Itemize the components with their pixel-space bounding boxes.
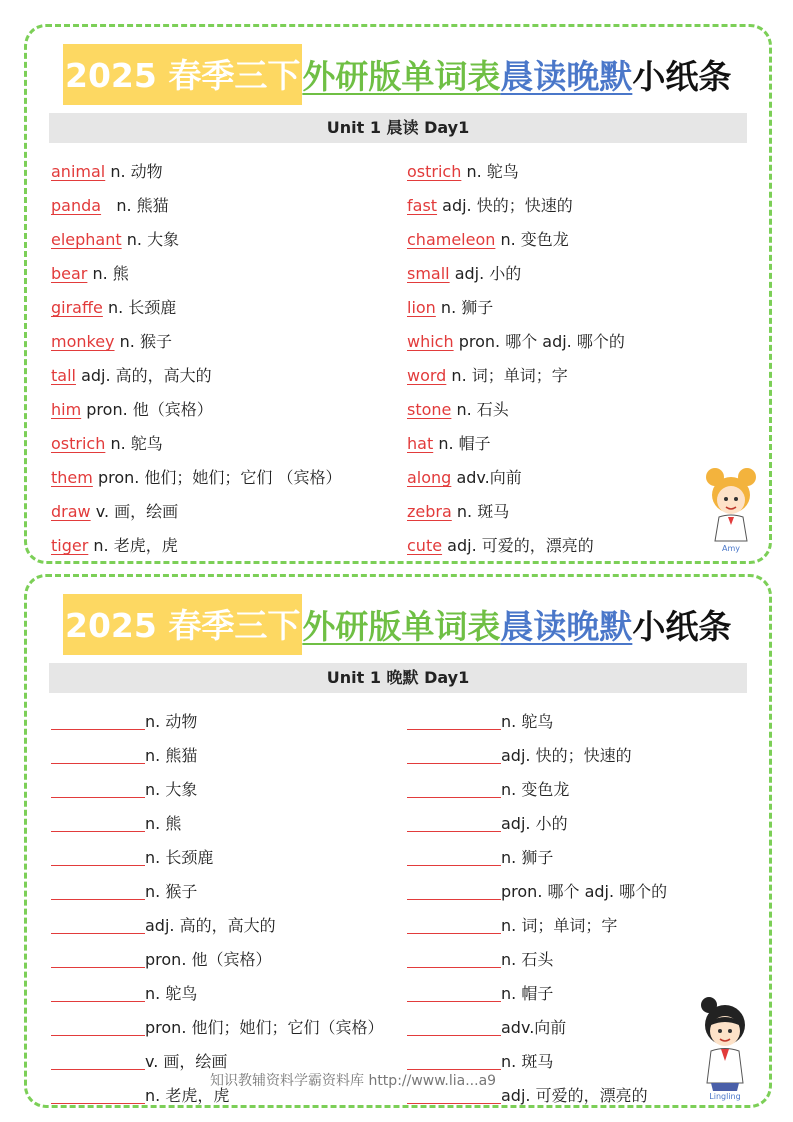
vocab-word: draw [51,502,91,521]
list-item [51,909,401,943]
list-item [51,189,401,223]
vocab-meaning: n. 大象 [145,780,198,799]
vocab-word: him [51,400,82,419]
vocab-meaning: n. 熊猫 [106,196,169,215]
title-part-year: 2025 春季三下 [63,594,302,655]
list-item [51,257,401,291]
list-item [407,807,737,841]
vocab-meaning: adj. 小的 [501,814,568,833]
list-item [51,325,401,359]
list-item [407,291,737,325]
vocab-word: word [407,366,447,385]
vocab-word: fast [407,196,438,215]
vocab-meaning: n. 老虎，虎 [145,1086,230,1105]
vocab-word: hat [407,434,434,453]
vocab-meaning: n. 老虎，虎 [93,536,178,555]
vocab-meaning: n. 帽子 [501,984,554,1003]
vocab-meaning: n. 大象 [126,230,180,249]
evening-dictation-card [24,574,772,1108]
list-item [407,943,737,977]
blank-line[interactable] [407,913,501,934]
vocab-meaning: n. 石头 [456,400,509,419]
vocab-word: small [407,264,450,283]
title-part-textbook: 外研版单词表 [302,56,501,96]
vocab-word: stone [407,400,452,419]
vocab-meaning: n. 鸵鸟 [145,984,198,1003]
blank-line[interactable] [51,947,145,968]
blank-line[interactable] [51,1049,145,1070]
vocab-meaning: n. 长颈鹿 [145,848,214,867]
vocab-word: chameleon [407,230,496,249]
vocab-word: along [407,468,452,487]
list-item [51,427,401,461]
list-item [407,223,737,257]
list-item [407,705,737,739]
list-item [51,359,401,393]
vocab-meaning: adj. 可爱的，漂亮的 [501,1086,648,1105]
blank-line[interactable] [407,811,501,832]
list-item [51,739,401,773]
vocab-meaning: adj. 快的；快速的 [442,196,573,215]
word-list-left [51,155,401,563]
list-item [51,943,401,977]
avatar-name: Amy [722,544,740,553]
vocab-meaning: adv.向前 [501,1018,567,1037]
blank-line[interactable] [407,981,501,1002]
list-item [407,393,737,427]
vocab-meaning: adj. 快的；快速的 [501,746,632,765]
blank-line[interactable] [407,1049,501,1070]
list-item [407,325,737,359]
vocab-meaning: v. 画，绘画 [145,1052,228,1071]
list-item [51,393,401,427]
blank-line[interactable] [51,709,145,730]
vocab-word: lion [407,298,436,317]
blank-line[interactable] [51,811,145,832]
vocab-meaning: n. 熊猫 [145,746,198,765]
list-item [407,909,737,943]
vocab-meaning: adv.向前 [456,468,522,487]
list-item [51,291,401,325]
blank-line[interactable] [407,743,501,764]
title-part-note: 小纸条 [632,56,732,96]
vocab-word: panda [51,196,102,215]
vocab-meaning: pron. 他们；她们；它们（宾格） [145,1018,384,1037]
list-item [407,841,737,875]
list-item [407,461,737,495]
list-item [51,529,401,563]
blank-line[interactable] [407,709,501,730]
blank-line[interactable] [407,777,501,798]
vocab-meaning: adj. 可爱的，漂亮的 [447,536,594,555]
list-item [51,495,401,529]
list-item [407,359,737,393]
vocab-word: cute [407,536,443,555]
blank-line[interactable] [51,845,145,866]
card-title [63,45,731,103]
vocab-word: which [407,332,454,351]
blank-line[interactable] [51,743,145,764]
vocab-word: ostrich [407,162,462,181]
blank-line[interactable] [51,777,145,798]
avatar-name: Lingling [709,1092,741,1101]
title-part-year: 2025 春季三下 [63,44,302,105]
vocab-word: bear [51,264,88,283]
vocab-meaning: adj. 高的，高大的 [145,916,276,935]
vocab-meaning: n. 石头 [501,950,554,969]
word-list-right [407,155,737,563]
vocab-word: monkey [51,332,115,351]
amy-avatar [695,463,767,555]
blank-line[interactable] [51,981,145,1002]
vocab-word: tall [51,366,76,385]
dictation-list-left [51,705,401,1113]
list-item [51,155,401,189]
list-item [51,1011,401,1045]
watermark-text: 知识教辅资料学霸资料库 http://www.lia...a9 [210,1073,497,1089]
list-item [407,495,737,529]
vocab-meaning: n. 狮子 [440,298,494,317]
blank-line[interactable] [51,913,145,934]
list-item [51,841,401,875]
vocab-meaning: pron. 哪个 adj. 哪个的 [501,882,668,901]
unit-band: Unit 1 晚默 Day1 [49,663,747,693]
list-item [51,223,401,257]
list-item [51,977,401,1011]
vocab-meaning: pron. 他（宾格） [145,950,272,969]
list-item [407,875,737,909]
vocab-meaning: n. 鸵鸟 [110,434,163,453]
vocab-meaning: adj. 高的，高大的 [81,366,212,385]
list-item [51,875,401,909]
blank-line[interactable] [407,1015,501,1036]
vocab-word: animal [51,162,106,181]
vocab-meaning: n. 变色龙 [500,230,569,249]
vocab-meaning: n. 动物 [145,712,198,731]
list-item [51,773,401,807]
vocab-meaning: pron. 他们；她们；它们 （宾格） [97,468,342,487]
list-item [407,257,737,291]
lingling-avatar [687,991,761,1101]
vocab-meaning: adj. 小的 [454,264,522,283]
title-part-reading: 晨读晚默 [500,606,633,646]
blank-line[interactable] [407,845,501,866]
vocab-word: elephant [51,230,122,249]
list-item [407,427,737,461]
vocab-meaning: n. 词；单词；字 [451,366,568,385]
vocab-word: giraffe [51,298,103,317]
vocab-meaning: n. 熊 [92,264,129,283]
card-title [63,595,731,653]
unit-band: Unit 1 晨读 Day1 [49,113,747,143]
vocab-word: zebra [407,502,452,521]
vocab-meaning: n. 鸵鸟 [501,712,554,731]
vocab-meaning: n. 斑马 [501,1052,554,1071]
vocab-meaning: n. 动物 [110,162,163,181]
list-item [407,529,737,563]
list-item [51,705,401,739]
vocab-word: tiger [51,536,89,555]
vocab-meaning: v. 画，绘画 [95,502,179,521]
vocab-word: them [51,468,93,487]
vocab-meaning: n. 猴子 [145,882,198,901]
vocab-meaning: pron. 他（宾格） [86,400,213,419]
blank-line[interactable] [407,879,501,900]
list-item [51,461,401,495]
list-item [407,739,737,773]
vocab-meaning: n. 猴子 [119,332,172,351]
blank-line[interactable] [51,1083,145,1104]
title-part-reading: 晨读晚默 [500,56,633,96]
vocab-meaning: n. 帽子 [438,434,491,453]
list-item [51,807,401,841]
vocab-meaning: pron. 哪个 adj. 哪个的 [458,332,625,351]
blank-line[interactable] [407,947,501,968]
title-part-note: 小纸条 [632,606,732,646]
vocab-meaning: n. 词；单词；字 [501,916,618,935]
vocab-meaning: n. 变色龙 [501,780,570,799]
vocab-meaning: n. 长颈鹿 [107,298,177,317]
vocab-meaning: n. 熊 [145,814,182,833]
blank-line[interactable] [51,879,145,900]
list-item [407,773,737,807]
blank-line[interactable] [51,1015,145,1036]
morning-reading-card [24,24,772,564]
vocab-meaning: n. 狮子 [501,848,554,867]
vocab-word: ostrich [51,434,106,453]
list-item [407,155,737,189]
title-part-textbook: 外研版单词表 [302,606,501,646]
list-item [407,189,737,223]
vocab-meaning: n. 斑马 [456,502,510,521]
vocab-meaning: n. 鸵鸟 [466,162,519,181]
